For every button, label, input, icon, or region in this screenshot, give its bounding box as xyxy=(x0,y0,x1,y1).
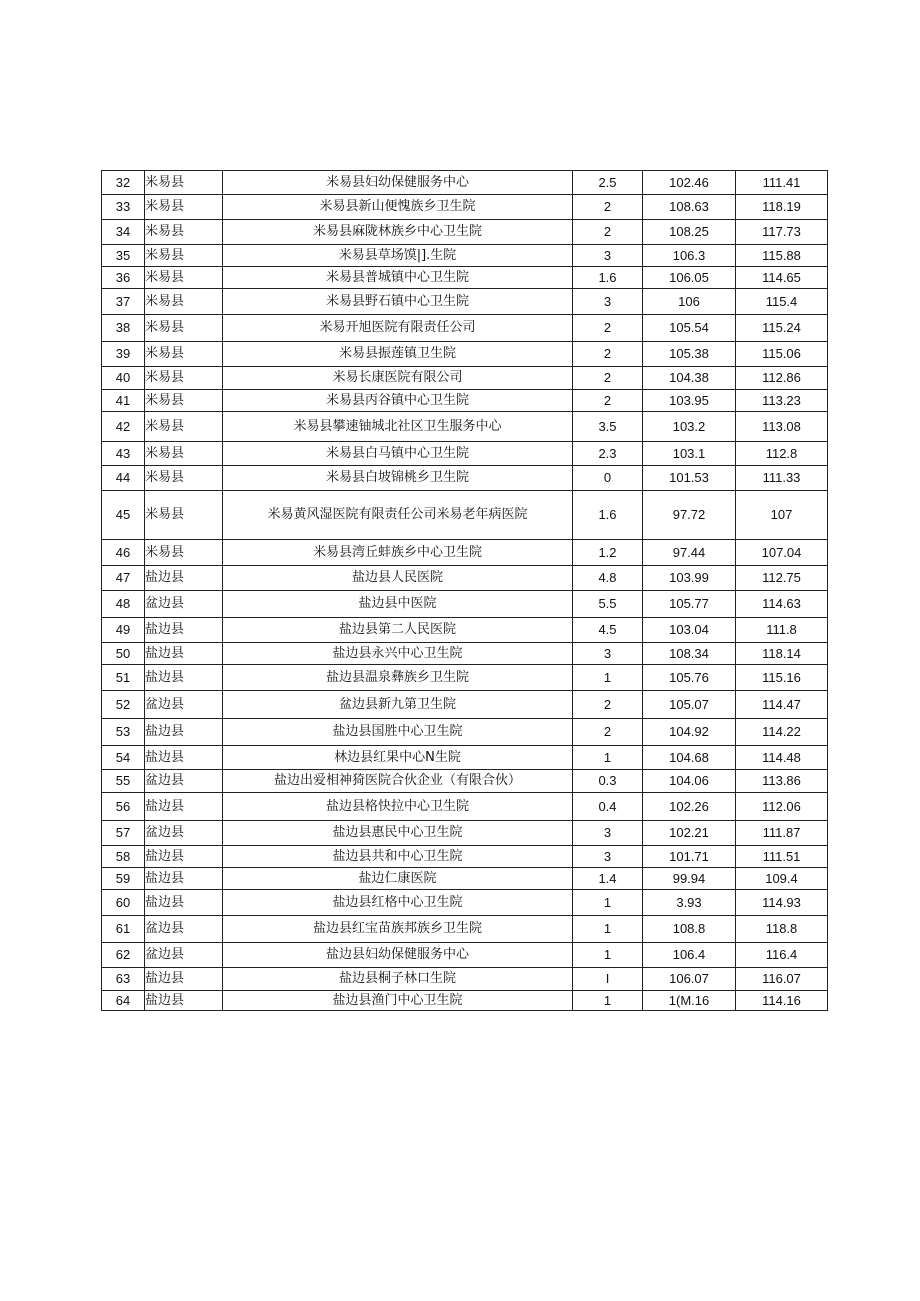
value-1-cell: 1 xyxy=(573,991,643,1011)
value-3-cell: 111.51 xyxy=(736,846,828,868)
county-cell: 盐边县 xyxy=(145,846,223,868)
row-number-cell: 42 xyxy=(102,412,145,442)
value-1-cell: 0 xyxy=(573,466,643,491)
row-number-cell: 33 xyxy=(102,195,145,220)
row-number-cell: 60 xyxy=(102,890,145,916)
value-1-cell: 1.6 xyxy=(573,491,643,540)
value-2-cell: 105.07 xyxy=(643,691,736,719)
county-cell: 米易县 xyxy=(145,367,223,390)
institution-name-cell: 盐边县第二人民医院 xyxy=(223,618,573,643)
row-number-cell: 50 xyxy=(102,643,145,665)
table-row xyxy=(102,367,828,390)
table-body xyxy=(102,171,828,1011)
value-3-cell: 114.22 xyxy=(736,719,828,746)
row-number-cell: 48 xyxy=(102,591,145,618)
value-2-cell: 1(M.16 xyxy=(643,991,736,1011)
county-cell: 盐边县 xyxy=(145,793,223,821)
value-1-cell: 2 xyxy=(573,220,643,245)
table-row xyxy=(102,315,828,342)
value-1-cell: 1.6 xyxy=(573,267,643,289)
value-2-cell: 99.94 xyxy=(643,868,736,890)
county-cell: 米易县 xyxy=(145,195,223,220)
county-cell: 盐边县 xyxy=(145,719,223,746)
row-number-cell: 53 xyxy=(102,719,145,746)
value-1-cell: 3 xyxy=(573,643,643,665)
county-cell: 盆边县 xyxy=(145,916,223,943)
row-number-cell: 39 xyxy=(102,342,145,367)
value-2-cell: 105.76 xyxy=(643,665,736,691)
row-number-cell: 56 xyxy=(102,793,145,821)
value-3-cell: 117.73 xyxy=(736,220,828,245)
county-cell: 米易县 xyxy=(145,442,223,466)
table-row xyxy=(102,289,828,315)
county-cell: 米易县 xyxy=(145,540,223,566)
value-2-cell: 3.93 xyxy=(643,890,736,916)
institution-name-cell: 米易县野石镇中心卫生院 xyxy=(223,289,573,315)
value-1-cell: 2 xyxy=(573,315,643,342)
row-number-cell: 58 xyxy=(102,846,145,868)
row-number-cell: 45 xyxy=(102,491,145,540)
value-1-cell: 1 xyxy=(573,665,643,691)
county-cell: 盐边县 xyxy=(145,746,223,770)
institution-name-cell: 盐边县格快拉中心卫生院 xyxy=(223,793,573,821)
institution-name-cell: 米易开旭医院有限责任公司 xyxy=(223,315,573,342)
value-1-cell: 2 xyxy=(573,691,643,719)
institution-name-cell: 米易县妇幼保健服务中心 xyxy=(223,171,573,195)
table-row xyxy=(102,491,828,540)
value-1-cell: 3.5 xyxy=(573,412,643,442)
value-1-cell: 1 xyxy=(573,916,643,943)
county-cell: 米易县 xyxy=(145,315,223,342)
table-row xyxy=(102,412,828,442)
row-number-cell: 64 xyxy=(102,991,145,1011)
value-1-cell: 1.4 xyxy=(573,868,643,890)
table-row xyxy=(102,968,828,991)
value-2-cell: 103.2 xyxy=(643,412,736,442)
institution-name-cell: 盐边县人民医院 xyxy=(223,566,573,591)
institution-name-cell: 盐边县中医院 xyxy=(223,591,573,618)
value-2-cell: 104.92 xyxy=(643,719,736,746)
value-1-cell: 1 xyxy=(573,746,643,770)
row-number-cell: 63 xyxy=(102,968,145,991)
row-number-cell: 54 xyxy=(102,746,145,770)
value-2-cell: 102.46 xyxy=(643,171,736,195)
institution-name-cell: 米易县白马镇中心卫生院 xyxy=(223,442,573,466)
county-cell: 米易县 xyxy=(145,342,223,367)
value-3-cell: 118.14 xyxy=(736,643,828,665)
county-cell: 米易县 xyxy=(145,491,223,540)
institution-name-cell: 米易县丙谷镇中心卫生院 xyxy=(223,390,573,412)
county-cell: 米易县 xyxy=(145,289,223,315)
value-1-cell: 0.4 xyxy=(573,793,643,821)
county-cell: 盐边县 xyxy=(145,868,223,890)
value-3-cell: 111.87 xyxy=(736,821,828,846)
value-3-cell: 115.88 xyxy=(736,245,828,267)
value-2-cell: 101.53 xyxy=(643,466,736,491)
value-3-cell: 112.8 xyxy=(736,442,828,466)
county-cell: 盆边县 xyxy=(145,691,223,719)
value-2-cell: 97.44 xyxy=(643,540,736,566)
county-cell: 盐边县 xyxy=(145,991,223,1011)
institution-name-cell: 盐边出爱相神猗医院合伙企业（有限合伙） xyxy=(223,770,573,793)
table-row xyxy=(102,540,828,566)
institution-name-cell: 米易长康医院有限公司 xyxy=(223,367,573,390)
county-cell: 米易县 xyxy=(145,466,223,491)
county-cell: 盐边县 xyxy=(145,665,223,691)
value-3-cell: 118.19 xyxy=(736,195,828,220)
table-row xyxy=(102,390,828,412)
county-cell: 盐边县 xyxy=(145,643,223,665)
value-3-cell: 111.33 xyxy=(736,466,828,491)
row-number-cell: 46 xyxy=(102,540,145,566)
institution-name-cell: 盐边仁康医院 xyxy=(223,868,573,890)
table-row xyxy=(102,220,828,245)
value-2-cell: 103.99 xyxy=(643,566,736,591)
institution-name-cell: 米易县普城镇中心卫生院 xyxy=(223,267,573,289)
value-3-cell: 112.06 xyxy=(736,793,828,821)
county-cell: 米易县 xyxy=(145,220,223,245)
table-row xyxy=(102,245,828,267)
value-3-cell: 114.93 xyxy=(736,890,828,916)
value-1-cell: I xyxy=(573,968,643,991)
institution-name-cell: 盐边县红宝苗族邦族乡卫生院 xyxy=(223,916,573,943)
row-number-cell: 47 xyxy=(102,566,145,591)
value-1-cell: 2 xyxy=(573,195,643,220)
row-number-cell: 38 xyxy=(102,315,145,342)
value-3-cell: 116.4 xyxy=(736,943,828,968)
table-row xyxy=(102,943,828,968)
table-row xyxy=(102,442,828,466)
value-1-cell: 2.3 xyxy=(573,442,643,466)
institution-name-cell: 盐边县红格中心卫生院 xyxy=(223,890,573,916)
institution-name-cell: 米易县攀速铀城北社区卫生服务中心 xyxy=(223,412,573,442)
value-3-cell: 114.47 xyxy=(736,691,828,719)
table-row xyxy=(102,691,828,719)
value-2-cell: 106.4 xyxy=(643,943,736,968)
value-3-cell: 113.23 xyxy=(736,390,828,412)
county-cell: 米易县 xyxy=(145,267,223,289)
value-1-cell: 0.3 xyxy=(573,770,643,793)
row-number-cell: 59 xyxy=(102,868,145,890)
institution-name-cell: 林边县红果中心N生院 xyxy=(223,746,573,770)
institution-name-cell: 米易县草场馍|].生院 xyxy=(223,245,573,267)
table-row xyxy=(102,821,828,846)
row-number-cell: 34 xyxy=(102,220,145,245)
county-cell: 盆边县 xyxy=(145,591,223,618)
value-2-cell: 106 xyxy=(643,289,736,315)
county-cell: 盆边县 xyxy=(145,943,223,968)
row-number-cell: 57 xyxy=(102,821,145,846)
value-2-cell: 105.54 xyxy=(643,315,736,342)
table-row xyxy=(102,868,828,890)
value-2-cell: 101.71 xyxy=(643,846,736,868)
institution-name-cell: 米易县白坡锦桃乡卫生院 xyxy=(223,466,573,491)
value-3-cell: 112.86 xyxy=(736,367,828,390)
county-cell: 米易县 xyxy=(145,412,223,442)
institution-name-cell: 米易县湾丘蚌族乡中心卫生院 xyxy=(223,540,573,566)
row-number-cell: 40 xyxy=(102,367,145,390)
table-row xyxy=(102,665,828,691)
value-2-cell: 103.04 xyxy=(643,618,736,643)
value-2-cell: 106.05 xyxy=(643,267,736,289)
value-1-cell: 2 xyxy=(573,390,643,412)
value-1-cell: 2 xyxy=(573,342,643,367)
value-1-cell: 1.2 xyxy=(573,540,643,566)
table-row xyxy=(102,342,828,367)
table-row xyxy=(102,991,828,1011)
table-row xyxy=(102,719,828,746)
value-1-cell: 2.5 xyxy=(573,171,643,195)
row-number-cell: 35 xyxy=(102,245,145,267)
county-cell: 米易县 xyxy=(145,171,223,195)
county-cell: 米易县 xyxy=(145,390,223,412)
table-row xyxy=(102,770,828,793)
value-1-cell: 2 xyxy=(573,719,643,746)
institution-name-cell: 米易县新山便愧族乡卫生院 xyxy=(223,195,573,220)
county-cell: 盐边县 xyxy=(145,890,223,916)
value-3-cell: 114.16 xyxy=(736,991,828,1011)
value-2-cell: 103.1 xyxy=(643,442,736,466)
value-1-cell: 1 xyxy=(573,943,643,968)
row-number-cell: 37 xyxy=(102,289,145,315)
row-number-cell: 41 xyxy=(102,390,145,412)
row-number-cell: 52 xyxy=(102,691,145,719)
table-row xyxy=(102,195,828,220)
table-row xyxy=(102,746,828,770)
value-3-cell: 118.8 xyxy=(736,916,828,943)
institution-name-cell: 盐边县渔门中心卫生院 xyxy=(223,991,573,1011)
value-1-cell: 1 xyxy=(573,890,643,916)
table-row xyxy=(102,267,828,289)
institution-name-cell: 盆边县新九第卫生院 xyxy=(223,691,573,719)
value-2-cell: 104.06 xyxy=(643,770,736,793)
table-row xyxy=(102,566,828,591)
value-3-cell: 116.07 xyxy=(736,968,828,991)
value-3-cell: 107.04 xyxy=(736,540,828,566)
county-cell: 盐边县 xyxy=(145,968,223,991)
institution-name-cell: 米易县振莲镇卫生院 xyxy=(223,342,573,367)
value-2-cell: 108.8 xyxy=(643,916,736,943)
value-3-cell: 112.75 xyxy=(736,566,828,591)
institution-name-cell: 盐边县国胜中心卫生院 xyxy=(223,719,573,746)
table-row xyxy=(102,618,828,643)
value-3-cell: 114.63 xyxy=(736,591,828,618)
table-row xyxy=(102,793,828,821)
institution-name-cell: 盐边县温泉彝族乡卫生院 xyxy=(223,665,573,691)
value-2-cell: 108.34 xyxy=(643,643,736,665)
value-2-cell: 106.07 xyxy=(643,968,736,991)
institution-name-cell: 米易黄风湿医院有限责任公司米易老年病医院 xyxy=(223,491,573,540)
institution-name-cell: 盐边县永兴中心卫生院 xyxy=(223,643,573,665)
value-3-cell: 107 xyxy=(736,491,828,540)
table-row xyxy=(102,591,828,618)
value-3-cell: 109.4 xyxy=(736,868,828,890)
value-2-cell: 108.25 xyxy=(643,220,736,245)
institution-name-cell: 米易县麻陇林族乡中心卫生院 xyxy=(223,220,573,245)
value-3-cell: 111.8 xyxy=(736,618,828,643)
value-2-cell: 106.3 xyxy=(643,245,736,267)
row-number-cell: 61 xyxy=(102,916,145,943)
table-row xyxy=(102,643,828,665)
institution-name-cell: 盐边县妇幼保健服务中心 xyxy=(223,943,573,968)
value-2-cell: 105.77 xyxy=(643,591,736,618)
value-1-cell: 3 xyxy=(573,245,643,267)
value-2-cell: 102.21 xyxy=(643,821,736,846)
value-3-cell: 114.48 xyxy=(736,746,828,770)
value-1-cell: 3 xyxy=(573,289,643,315)
value-2-cell: 102.26 xyxy=(643,793,736,821)
value-2-cell: 105.38 xyxy=(643,342,736,367)
table-row xyxy=(102,846,828,868)
value-3-cell: 115.06 xyxy=(736,342,828,367)
row-number-cell: 49 xyxy=(102,618,145,643)
value-3-cell: 113.08 xyxy=(736,412,828,442)
value-1-cell: 4.5 xyxy=(573,618,643,643)
value-1-cell: 3 xyxy=(573,821,643,846)
value-3-cell: 115.16 xyxy=(736,665,828,691)
value-2-cell: 97.72 xyxy=(643,491,736,540)
county-cell: 盐边县 xyxy=(145,566,223,591)
value-1-cell: 2 xyxy=(573,367,643,390)
table-row xyxy=(102,171,828,195)
value-3-cell: 114.65 xyxy=(736,267,828,289)
table-row xyxy=(102,466,828,491)
row-number-cell: 51 xyxy=(102,665,145,691)
county-cell: 盆边县 xyxy=(145,770,223,793)
hospital-data-table xyxy=(101,170,828,1011)
table-row xyxy=(102,916,828,943)
row-number-cell: 62 xyxy=(102,943,145,968)
value-3-cell: 115.24 xyxy=(736,315,828,342)
value-1-cell: 3 xyxy=(573,846,643,868)
value-1-cell: 4.8 xyxy=(573,566,643,591)
row-number-cell: 55 xyxy=(102,770,145,793)
value-2-cell: 103.95 xyxy=(643,390,736,412)
value-3-cell: 111.41 xyxy=(736,171,828,195)
row-number-cell: 44 xyxy=(102,466,145,491)
value-3-cell: 115.4 xyxy=(736,289,828,315)
county-cell: 米易县 xyxy=(145,245,223,267)
row-number-cell: 36 xyxy=(102,267,145,289)
value-1-cell: 5.5 xyxy=(573,591,643,618)
institution-name-cell: 盐边县桐子林口生院 xyxy=(223,968,573,991)
value-3-cell: 113.86 xyxy=(736,770,828,793)
institution-name-cell: 盐边县惠民中心卫生院 xyxy=(223,821,573,846)
row-number-cell: 43 xyxy=(102,442,145,466)
value-2-cell: 104.38 xyxy=(643,367,736,390)
row-number-cell: 32 xyxy=(102,171,145,195)
county-cell: 盐边县 xyxy=(145,618,223,643)
table-row xyxy=(102,890,828,916)
county-cell: 盆边县 xyxy=(145,821,223,846)
institution-name-cell: 盐边县共和中心卫生院 xyxy=(223,846,573,868)
value-2-cell: 104.68 xyxy=(643,746,736,770)
value-2-cell: 108.63 xyxy=(643,195,736,220)
